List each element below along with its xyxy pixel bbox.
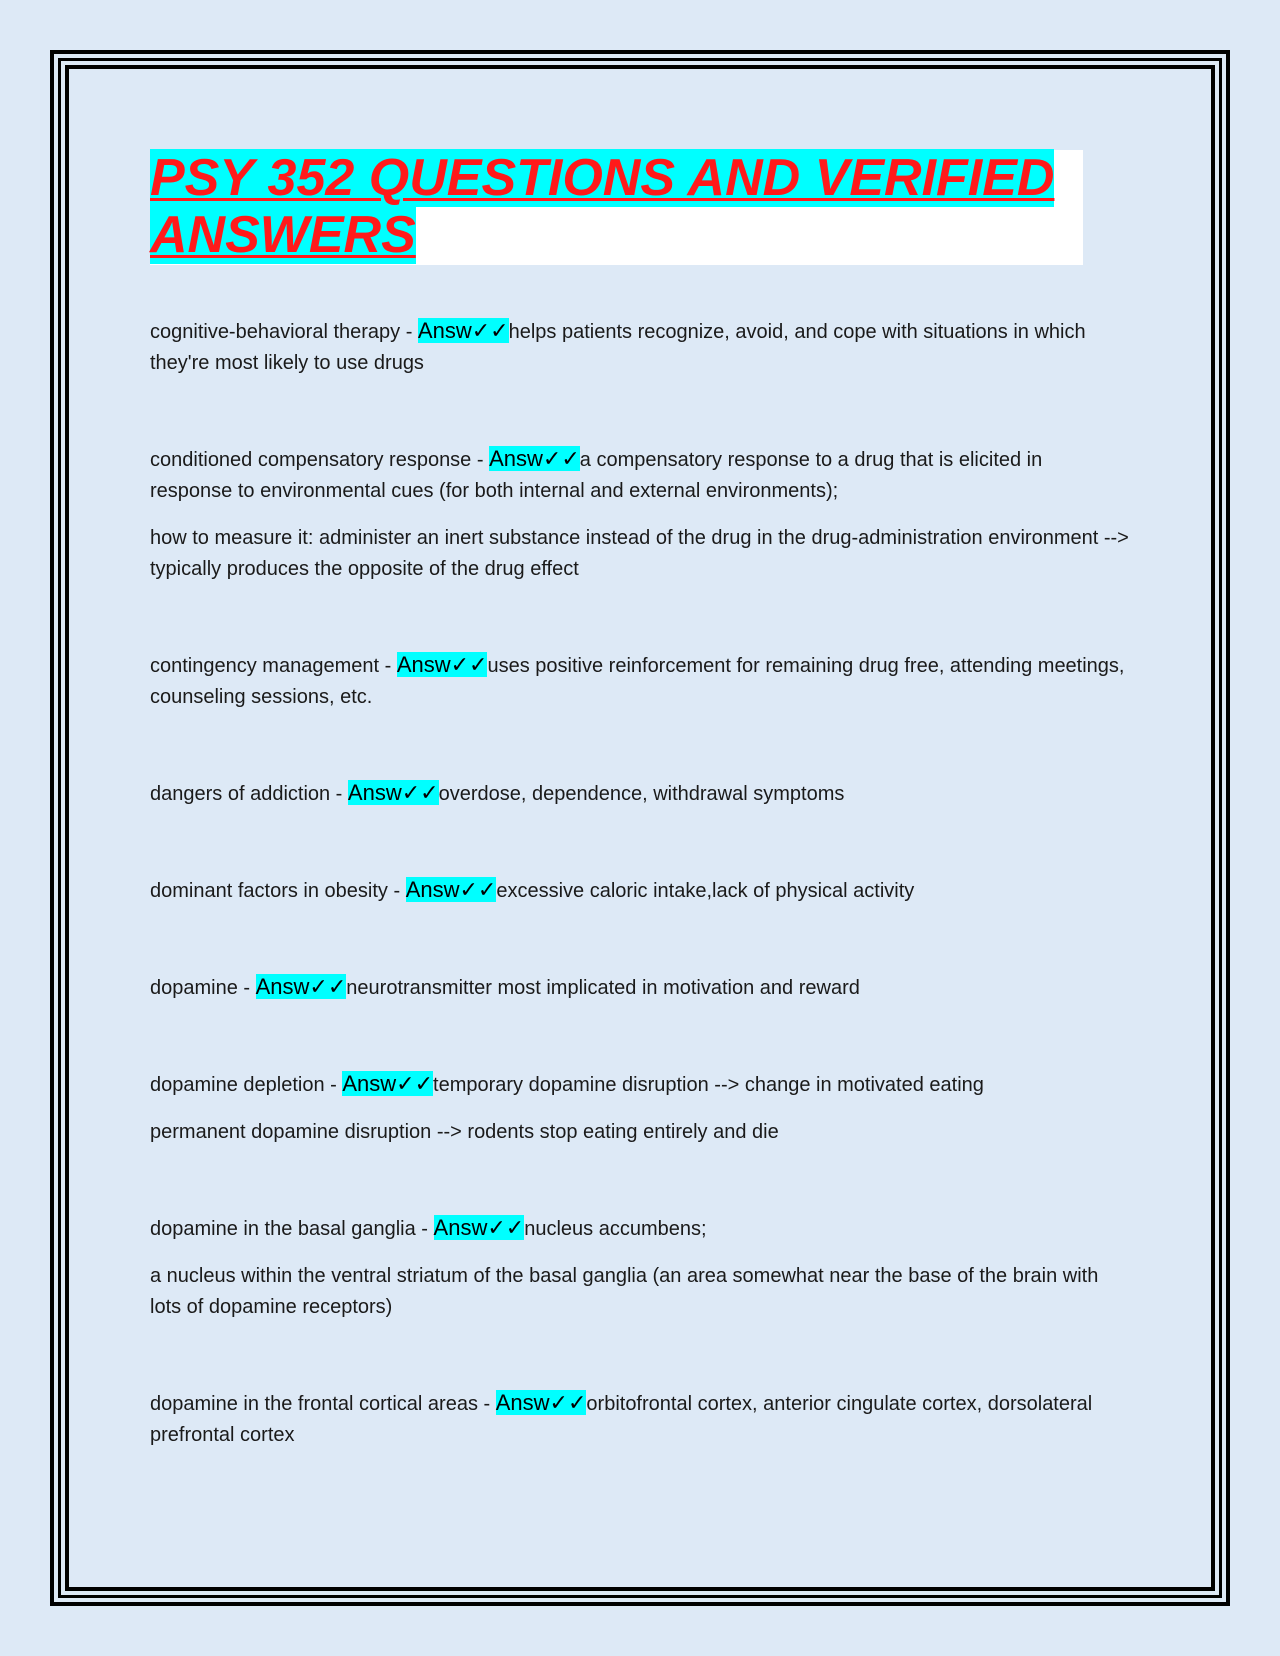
entry-spacer — [150, 907, 1130, 971]
answer-marker: Answ✓✓ — [396, 652, 488, 677]
qa-line — [150, 777, 1130, 810]
answer-marker: Answ✓✓ — [347, 780, 439, 805]
qa-line — [150, 1212, 1130, 1245]
qa-entry — [150, 315, 1130, 379]
answer-marker: Answ✓✓ — [417, 318, 509, 343]
qa-entry — [150, 1387, 1130, 1451]
qa-term: contingency management - — [150, 655, 397, 677]
qa-answer: uses positive reinforcement for remaining drug free, attending meetings, counseling sessions, etc. — [150, 655, 1125, 708]
entry-spacer — [150, 379, 1130, 443]
qa-answer: helps patients recognize, avoid, and cope with situations in which they're most likely to use drugs — [150, 321, 1086, 374]
qa-line — [150, 1387, 1130, 1451]
answer-marker: Answ✓✓ — [495, 1390, 587, 1415]
answer-marker: Answ✓✓ — [433, 1215, 525, 1240]
document-title: PSY 352 QUESTIONS AND VERIFIED ANSWERS — [150, 149, 1055, 264]
qa-answer: a compensatory response to a drug that is elicited in response to environmental cues (for both internal and external environments); — [150, 449, 1043, 502]
qa-entry — [150, 777, 1130, 810]
entry-spacer — [150, 810, 1130, 874]
qa-term: conditioned compensatory response - — [150, 449, 490, 471]
qa-answer: temporary dopamine disruption --> change in motivated eating — [433, 1074, 984, 1096]
answer-marker: Answ✓✓ — [405, 877, 497, 902]
qa-extra: how to measure it: administer an inert substance instead of the drug in the drug-administration environment --> typically produces the opposite of the drug effect — [150, 527, 1129, 580]
qa-answer: orbitofrontal cortex, anterior cingulate cortex, dorsolateral prefrontal cortex — [150, 1393, 1093, 1446]
qa-answer: excessive caloric intake,lack of physical activity — [496, 880, 915, 902]
entry-spacer — [150, 1004, 1130, 1068]
answer-marker: Answ✓✓ — [255, 974, 347, 999]
entries-list — [150, 315, 1130, 1451]
qa-term: dopamine - — [150, 977, 256, 999]
entry-spacer — [150, 713, 1130, 777]
answer-marker: Answ✓✓ — [489, 446, 580, 471]
title-block — [150, 150, 1083, 265]
qa-answer: neurotransmitter most implicated in motivation and reward — [346, 977, 860, 999]
qa-line — [150, 443, 1130, 507]
qa-entry — [150, 649, 1130, 713]
qa-term: dopamine in the basal ganglia - — [150, 1218, 434, 1240]
entry-spacer — [150, 1148, 1130, 1212]
qa-answer: nucleus accumbens; — [524, 1218, 707, 1240]
qa-entry — [150, 874, 1130, 907]
qa-line — [150, 1068, 1130, 1101]
qa-entry — [150, 971, 1130, 1004]
qa-line — [150, 649, 1130, 713]
qa-extra: permanent dopamine disruption --> rodents stop eating entirely and die — [150, 1121, 779, 1143]
qa-term: cognitive-behavioral therapy - — [150, 321, 418, 343]
qa-line — [150, 874, 1130, 907]
qa-line — [150, 315, 1130, 379]
qa-entry — [150, 1212, 1130, 1323]
qa-answer: overdose, dependence, withdrawal symptoms — [438, 783, 845, 805]
document-page — [150, 150, 1130, 1451]
qa-term: dopamine in the frontal cortical areas - — [150, 1393, 496, 1415]
qa-term: dopamine depletion - — [150, 1074, 343, 1096]
qa-term: dangers of addiction - — [150, 783, 348, 805]
qa-line — [150, 971, 1130, 1004]
entry-spacer — [150, 1323, 1130, 1387]
qa-entry — [150, 443, 1130, 585]
qa-extra: a nucleus within the ventral striatum of the basal ganglia (an area somewhat near the base of the brain with lots of dopamine receptors) — [150, 1265, 1099, 1318]
qa-term: dominant factors in obesity - — [150, 880, 406, 902]
answer-marker: Answ✓✓ — [342, 1071, 434, 1096]
entry-spacer — [150, 585, 1130, 649]
qa-entry — [150, 1068, 1130, 1148]
